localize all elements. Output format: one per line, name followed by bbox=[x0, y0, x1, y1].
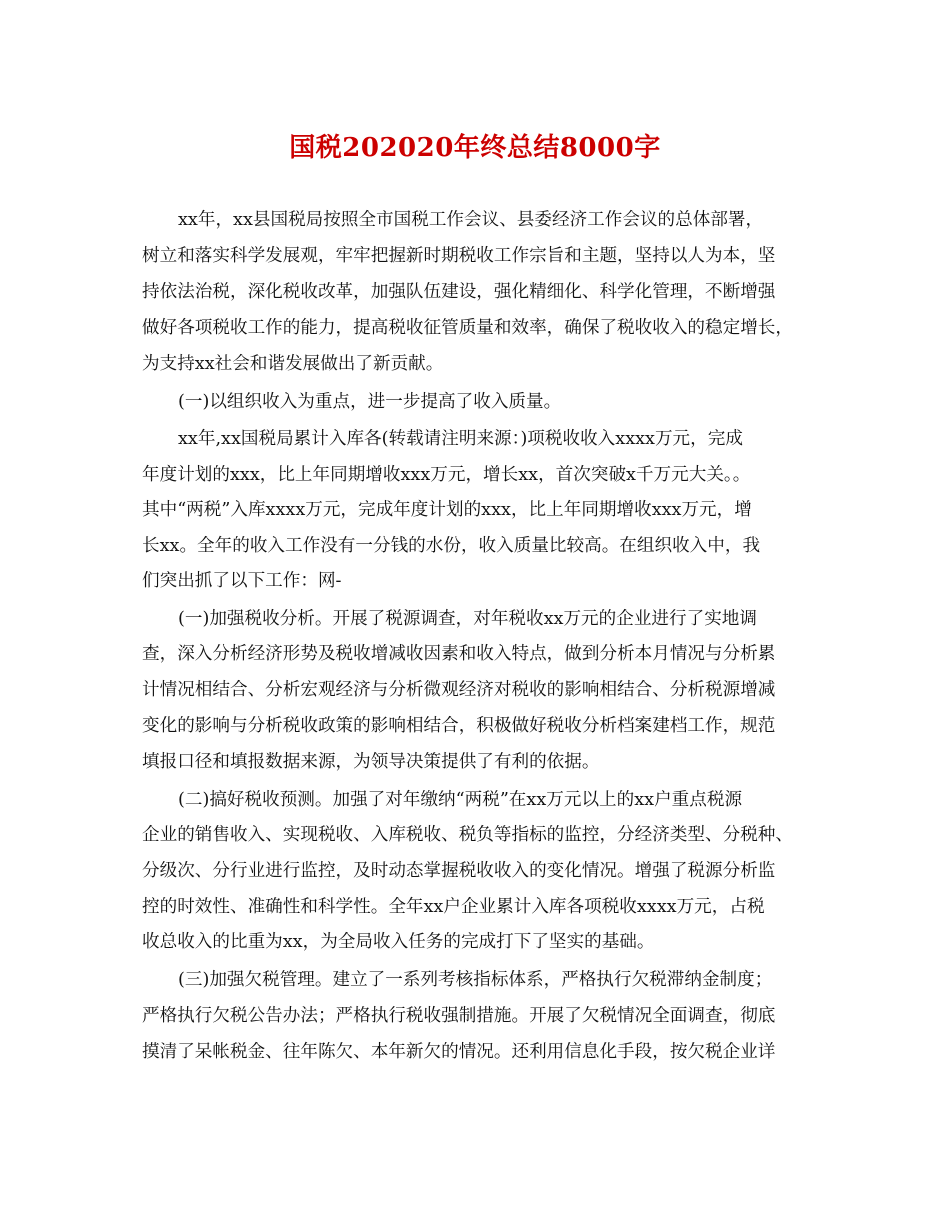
text-line: 控的时效性、准确性和科学性。全年xx户企业累计入库各项税收xxxx万元，占税 bbox=[142, 897, 765, 917]
text-line: (三)加强欠税管理。建立了一系列考核指标体系，严格执行欠税滞纳金制度； bbox=[178, 970, 773, 990]
text-line: 为支持xx社会和谐发展做出了新贡献。 bbox=[142, 354, 444, 374]
text-line: 变化的影响与分析税收政策的影响相结合，积极做好税收分析档案建档工作，规范 bbox=[142, 716, 776, 736]
text-line: 收总收入的比重为xx，为全局收入任务的完成打下了坚实的基础。 bbox=[142, 932, 655, 952]
text-line: 年度计划的xxx，比上年同期增收xxx万元，增长xx，首次突破x千万元大关。。 bbox=[142, 465, 751, 485]
text-line: 树立和落实科学发展观，牢牢把握新时期税收工作宗旨和主题，坚持以人为本，坚 bbox=[142, 246, 776, 266]
text-line: 摸清了呆帐税金、往年陈欠、本年新欠的情况。还利用信息化手段，按欠税企业详 bbox=[142, 1042, 776, 1062]
text-line: (一)加强税收分析。开展了税源调查，对年税收xx万元的企业进行了实地调 bbox=[178, 609, 757, 629]
text-line: 填报口径和填报数据来源，为领导决策提供了有利的依据。 bbox=[142, 752, 600, 772]
text-line: 企业的销售收入、实现税收、入库税收、税负等指标的监控，分经济类型、分税种、 bbox=[142, 825, 793, 845]
text-line: 分级次、分行业进行监控，及时动态掌握税收收入的变化情况。增强了税源分析监 bbox=[142, 861, 776, 881]
text-line: (二)搞好税收预测。加强了对年缴纳“两税”在xx万元以上的xx户重点税源 bbox=[178, 790, 743, 810]
text-line: 严格执行欠税公告办法；严格执行税收强制措施。开展了欠税情况全面调查，彻底 bbox=[142, 1006, 776, 1026]
text-line: xx年，xx县国税局按照全市国税工作会议、县委经济工作会议的总体部署， bbox=[178, 210, 764, 230]
section-heading: (一)以组织收入为重点，进一步提高了收入质量。 bbox=[178, 392, 562, 412]
text-line: 们突出抓了以下工作：网- bbox=[142, 571, 342, 591]
text-line: xx年,xx国税局累计入库各(转载请注明来源：)项税收收入xxxx万元，完成 bbox=[178, 429, 743, 449]
text-line: 长xx。全年的收入工作没有一分钱的水份，收入质量比较高。在组织收入中，我 bbox=[142, 536, 761, 556]
document-title: 国税202020年终总结8000字 bbox=[289, 133, 661, 163]
text-line: 计情况相结合、分析宏观经济与分析微观经济对税收的影响相结合、分析税源增减 bbox=[142, 680, 776, 700]
text-line: 其中“两税”入库xxxx万元，完成年度计划的xxx，比上年同期增收xxx万元，增 bbox=[142, 500, 752, 520]
text-line: 持依法治税，深化税收改革，加强队伍建设，强化精细化、科学化管理，不断增强 bbox=[142, 282, 776, 302]
text-line: 查，深入分析经济形势及税收增减收因素和收入特点，做到分析本月情况与分析累 bbox=[142, 644, 776, 664]
text-line: 做好各项税收工作的能力，提高税收征管质量和效率，确保了税收收入的稳定增长， bbox=[142, 318, 793, 338]
